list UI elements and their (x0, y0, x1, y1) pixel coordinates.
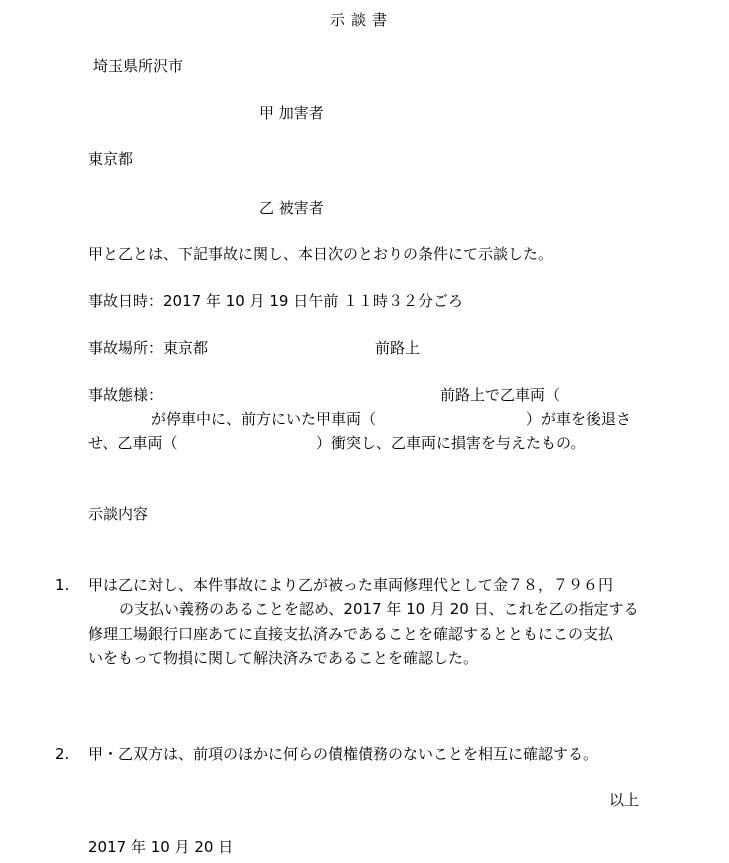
item-1-line3: 修理工場銀行口座あてに直接支払済みであることを確認するとともにこの支払 (88, 625, 614, 643)
party-b-address: 東京都 (88, 150, 134, 168)
closing-text: 以上 (609, 791, 640, 809)
item-1-number: 1. (55, 576, 70, 594)
accident-mode-line1: 前路上で乙車両（ (440, 386, 561, 404)
item-2-text: 甲・乙双方は、前項のほかに何らの債権債務のないことを相互に確認する。 (88, 745, 599, 763)
item-2-number: 2. (55, 745, 70, 763)
party-a-address: 埼玉県所沢市 (93, 57, 184, 75)
accident-mode-line2: が停車中に、前方にいた甲車両（ (151, 410, 377, 428)
document-date: 2017 年 10 月 20 日 (88, 838, 234, 856)
party-a-label: 甲 加害者 (259, 104, 324, 122)
accident-mode-line3-end: ）衝突し、乙車両に損害を与えたもの。 (316, 434, 586, 452)
party-b-label: 乙 被害者 (259, 199, 324, 217)
item-1-line2: の支払い義務のあることを認め、2017 年 10 月 20 日、これを乙の指定する (119, 600, 639, 618)
document-title: 示談書 (330, 11, 394, 29)
intro-text: 甲と乙とは、下記事故に関し、本日次のとおりの条件にて示談した。 (88, 245, 554, 263)
content-heading: 示談内容 (88, 505, 149, 523)
item-1-line4: いをもって物損に関して解決済みであることを確認した。 (88, 649, 479, 667)
accident-place-suffix: 前路上 (375, 339, 421, 357)
accident-place-label: 事故場所：東京都 (88, 339, 209, 357)
accident-mode-line3-start: せ、乙車両（ (88, 434, 178, 452)
item-1-line1: 甲は乙に対し、本件事故により乙が被った車両修理代として金７８，７９６円 (88, 576, 614, 594)
accident-mode-label: 事故態様： (88, 386, 164, 404)
accident-mode-line2-end: ）が車を後退さ (526, 410, 632, 428)
accident-date: 事故日時：2017 年 10 月 19 日午前 １１時３２分ごろ (88, 292, 463, 310)
